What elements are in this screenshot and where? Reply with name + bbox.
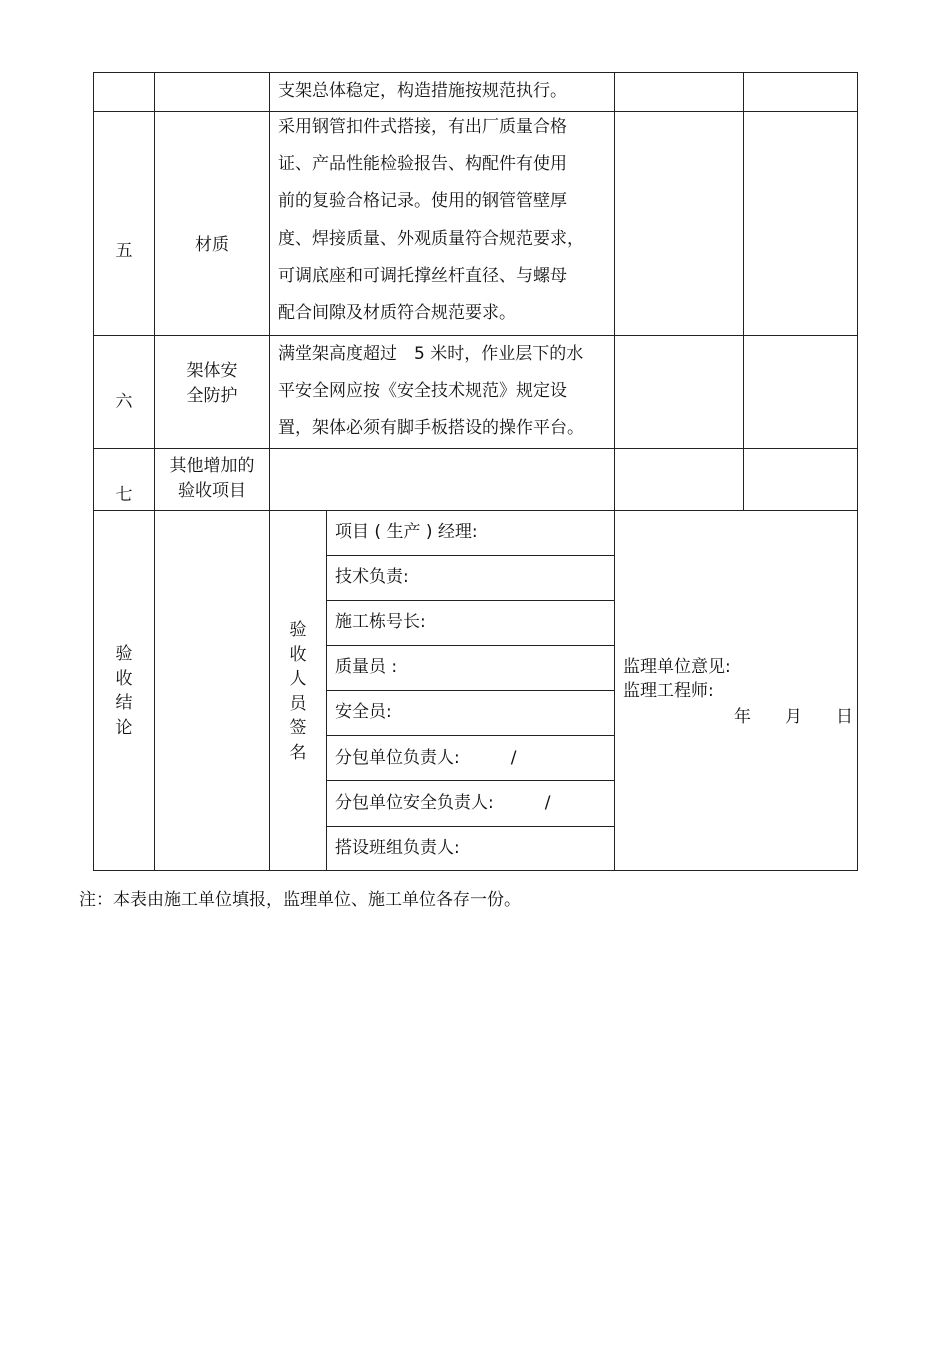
- row6-item-line1: 架体安: [186, 361, 238, 381]
- row6-num: 六: [115, 392, 133, 412]
- conclusion-char: 验: [115, 644, 133, 664]
- conclusion-char: 论: [115, 717, 133, 738]
- sign-char: 验: [289, 620, 307, 640]
- signature-subcontractor-lead: 分包单位负责人: /: [335, 748, 517, 768]
- conclusion-char: 结: [115, 693, 133, 713]
- signature-project-manager: 项目 ( 生产 ) 经理:: [335, 522, 478, 542]
- sign-char: 收: [289, 644, 307, 665]
- row6-line: 满堂架高度超过 5 米时，作业层下的水: [278, 344, 584, 364]
- sign-char: 名: [289, 742, 307, 763]
- conclusion-char: 收: [115, 668, 133, 689]
- row-cont-content: 支架总体稳定，构造措施按规范执行。: [278, 81, 567, 101]
- col-divider: [743, 73, 744, 510]
- signature-divider: [326, 780, 614, 781]
- signature-divider: [326, 690, 614, 691]
- sign-char: 人: [289, 669, 307, 689]
- signature-erection-team-lead: 搭设班组负责人:: [335, 838, 460, 858]
- signature-safety-officer: 安全员:: [335, 702, 392, 722]
- supervision-opinion: 监理单位意见:: [623, 657, 731, 677]
- sign-char: 员: [289, 693, 307, 714]
- signature-technical-lead: 技术负责:: [335, 567, 409, 587]
- row5-line: 前的复验合格记录。使用的钢管管壁厚: [278, 191, 567, 211]
- row5-line: 可调底座和可调托撑丝杆直径、与螺母: [278, 266, 567, 286]
- signature-subcontractor-safety-lead: 分包单位安全负责人: /: [335, 793, 551, 813]
- row6-line: 置，架体必须有脚手板搭设的操作平台。: [278, 418, 584, 438]
- signature-divider: [326, 600, 614, 601]
- signature-divider: [326, 735, 614, 736]
- col-divider: [614, 73, 615, 870]
- row7-num: 七: [115, 485, 133, 505]
- row5-item: 材质: [195, 235, 229, 255]
- row5-line: 配合间隙及材质符合规范要求。: [278, 303, 516, 323]
- signature-divider: [326, 826, 614, 827]
- row5-line: 采用钢管扣件式搭接，有出厂质量合格: [278, 117, 567, 137]
- signature-building-foreman: 施工栋号长:: [335, 612, 426, 632]
- col-divider: [326, 510, 327, 870]
- row7-item-line1: 其他增加的: [169, 456, 255, 476]
- row5-line: 度、焊接质量、外观质量符合规范要求，: [278, 229, 584, 249]
- signature-divider: [326, 645, 614, 646]
- sign-label: [286, 618, 310, 765]
- sign-char: 签: [289, 718, 307, 738]
- supervision-date: 年 月 日: [734, 707, 853, 727]
- acceptance-table: [93, 72, 858, 871]
- row6-line: 平安全网应按《安全技术规范》规定设: [278, 381, 567, 401]
- col-divider: [269, 73, 270, 870]
- signature-quality-officer: 质量员 :: [335, 657, 398, 677]
- footer-note: 注：本表由施工单位填报，监理单位、施工单位各存一份。: [79, 890, 521, 910]
- row7-item-line2: 验收项目: [178, 481, 246, 501]
- row5-num: 五: [115, 241, 133, 261]
- row-divider: [94, 510, 857, 511]
- row5-line: 证、产品性能检验报告、构配件有使用: [278, 154, 567, 174]
- signature-divider: [326, 555, 614, 556]
- row6-item-line2: 全防护: [186, 386, 238, 406]
- supervision-engineer: 监理工程师:: [623, 681, 714, 701]
- conclusion-label: [112, 642, 136, 740]
